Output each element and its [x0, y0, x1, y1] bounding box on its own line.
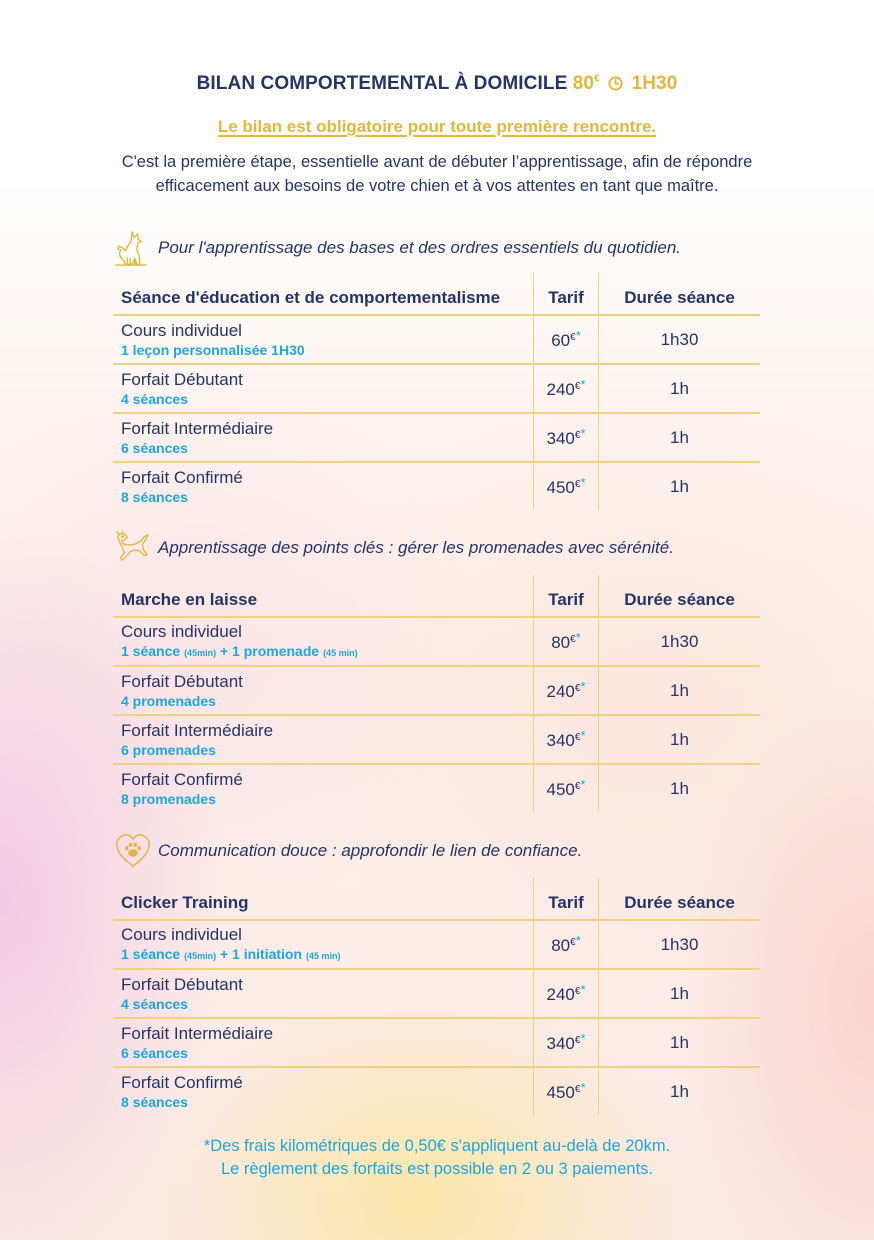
column-header-service: Séance d'éducation et de comportementalisme [113, 273, 534, 315]
row-detail-part: + 1 promenade [219, 642, 320, 659]
title-price-value: 80 [572, 73, 595, 94]
row-duration: 1h30 [660, 934, 699, 954]
row-duration: 1h [670, 476, 689, 496]
row-price [546, 426, 586, 448]
row-price-value: 240 [546, 985, 575, 1004]
table-row [113, 364, 760, 413]
table-row [113, 462, 760, 510]
mandatory-note [0, 117, 874, 137]
running-dog-icon [114, 529, 152, 567]
description [60, 150, 814, 198]
row-price [546, 1080, 586, 1102]
row-price-value: 340 [546, 429, 575, 448]
row-price [546, 1031, 586, 1053]
row-price-asterisk: * [580, 982, 586, 997]
row-detail: 4 séances [121, 390, 188, 407]
row-name: Cours individuel [121, 320, 242, 340]
row-price-currency: € [574, 986, 581, 997]
row-duration: 1h [670, 983, 689, 1003]
row-price [546, 377, 586, 399]
page-title [0, 73, 874, 95]
row-price [546, 982, 586, 1004]
column-header-tarif: Tarif [534, 273, 599, 315]
table-row [113, 1067, 760, 1115]
row-detail-part: + 1 initiation [219, 945, 303, 962]
row-price-asterisk: * [575, 328, 581, 343]
row-price [551, 328, 581, 350]
row-name: Forfait Confirmé [121, 1072, 243, 1092]
row-price [546, 679, 586, 701]
row-price-currency: € [574, 381, 581, 392]
section-1-intro [114, 228, 681, 268]
price-table-marche-en-laisse [113, 575, 760, 812]
row-price-asterisk: * [580, 777, 586, 792]
table-row [113, 617, 760, 666]
row-price-asterisk: * [580, 679, 586, 694]
row-price [546, 728, 586, 750]
row-duration: 1h30 [660, 631, 699, 651]
row-price [546, 475, 586, 497]
row-price-value: 450 [546, 780, 575, 799]
row-price-currency: € [574, 479, 581, 490]
row-name: Forfait Intermédiaire [121, 418, 274, 438]
footer-notes [0, 1135, 874, 1181]
row-detail [121, 642, 533, 662]
row-price-asterisk: * [580, 1031, 586, 1046]
table-row [113, 764, 760, 812]
row-price-value: 240 [546, 682, 575, 701]
row-detail: 1 leçon personnalisée 1H30 [121, 341, 305, 358]
row-detail: 8 promenades [121, 790, 216, 807]
section-2-intro [114, 528, 674, 568]
row-price-currency: € [570, 634, 576, 645]
footer-note-payment: Le règlement des forfaits est possible en 2 ou 3 paiements. [220, 1160, 653, 1178]
row-price-currency: € [570, 937, 576, 948]
row-detail-duration: (45min) [184, 950, 217, 961]
price-table-clicker-training [113, 878, 760, 1115]
row-price-asterisk: * [580, 475, 586, 490]
row-price-value: 240 [546, 380, 575, 399]
row-price-asterisk: * [575, 630, 581, 645]
table-header-row [113, 575, 760, 617]
row-price [551, 630, 581, 652]
row-detail-duration: (45min) [184, 647, 217, 658]
column-header-duree: Durée séance [599, 878, 761, 920]
row-price [546, 777, 586, 799]
row-price-asterisk: * [580, 426, 586, 441]
row-detail: 6 séances [121, 439, 188, 456]
description-line-1: C'est la première étape, essentielle avant de débuter l’apprentissage, afin de répondre [121, 153, 753, 171]
price-table-education [113, 273, 760, 510]
column-header-service: Marche en laisse [113, 575, 534, 617]
row-duration: 1h [670, 778, 689, 798]
row-duration: 1h [670, 378, 689, 398]
footer-note-mileage: *Des frais kilométriques de 0,50€ s'appliquent au-delà de 20km. [203, 1137, 671, 1155]
row-price-value: 60 [551, 331, 571, 350]
section-3-intro-text: Communication douce : approfondir le lien de confiance. [158, 841, 583, 860]
row-price-asterisk: * [575, 933, 581, 948]
table-row [113, 969, 760, 1018]
table-row [113, 1018, 760, 1067]
row-detail: 6 promenades [121, 741, 216, 758]
row-detail-duration: (45 min) [305, 950, 341, 961]
row-price-asterisk: * [580, 1080, 586, 1095]
row-price-currency: € [574, 781, 581, 792]
row-detail: 6 séances [121, 1044, 188, 1061]
row-detail-duration: (45 min) [323, 647, 358, 658]
row-name: Forfait Confirmé [121, 467, 243, 487]
row-name: Forfait Débutant [121, 974, 243, 994]
row-detail: 4 promenades [121, 692, 216, 709]
row-detail-part: 1 séance [121, 642, 181, 659]
row-price-currency: € [574, 732, 581, 743]
row-name: Forfait Débutant [121, 369, 243, 389]
section-2-intro-text: Apprentissage des points clés : gérer les promenades avec sérénité. [158, 538, 674, 557]
row-duration: 1h [670, 1081, 689, 1101]
row-price-value: 450 [546, 478, 575, 497]
row-detail [121, 945, 533, 965]
row-name: Forfait Intermédiaire [121, 1023, 274, 1043]
row-name: Forfait Intermédiaire [121, 720, 274, 740]
row-duration: 1h [670, 680, 689, 700]
table-row [113, 666, 760, 715]
row-detail: 8 séances [121, 1093, 188, 1110]
row-duration: 1h [670, 729, 689, 749]
column-header-service: Clicker Training [113, 878, 534, 920]
row-price-asterisk: * [580, 728, 586, 743]
row-detail-part: 1 séance [121, 945, 181, 962]
description-line-2: efficacement aux besoins de votre chien et à vos attentes en tant que maître. [155, 177, 719, 195]
section-3-intro [114, 831, 582, 871]
title-text: BILAN COMPORTEMENTAL À DOMICILE [196, 73, 568, 94]
column-header-tarif: Tarif [534, 878, 599, 920]
sitting-dog-icon [114, 229, 152, 267]
title-price-currency: € [594, 73, 600, 85]
column-header-duree: Durée séance [599, 273, 761, 315]
heart-paw-icon [114, 832, 152, 870]
row-price-value: 80 [551, 633, 571, 652]
row-detail: 8 séances [121, 488, 188, 505]
row-price-asterisk: * [580, 377, 586, 392]
table-header-row [113, 273, 760, 315]
clock-icon [608, 76, 623, 91]
mandatory-note-text: Le bilan est obligatoire pour toute première rencontre. [217, 117, 657, 136]
row-price-currency: € [574, 1084, 581, 1095]
table-row [113, 413, 760, 462]
table-row [113, 315, 760, 364]
table-row [113, 715, 760, 764]
row-name: Forfait Débutant [121, 671, 243, 691]
row-duration: 1h [670, 1032, 689, 1052]
row-price [551, 933, 581, 955]
row-name: Forfait Confirmé [121, 769, 243, 789]
row-price-value: 340 [546, 1034, 575, 1053]
title-duration: 1H30 [631, 73, 678, 94]
row-name: Cours individuel [121, 924, 242, 944]
row-duration: 1h30 [660, 329, 699, 349]
section-1-intro-text: Pour l'apprentissage des bases et des ordres essentiels du quotidien. [158, 238, 682, 257]
row-detail: 4 séances [121, 995, 188, 1012]
title-price [573, 73, 600, 94]
row-price-value: 450 [546, 1083, 575, 1102]
row-name: Cours individuel [121, 621, 242, 641]
table-row [113, 920, 760, 969]
row-price-currency: € [574, 683, 581, 694]
row-price-currency: € [574, 1035, 581, 1046]
column-header-duree: Durée séance [599, 575, 761, 617]
column-header-tarif: Tarif [534, 575, 599, 617]
table-header-row [113, 878, 760, 920]
row-price-value: 340 [546, 731, 575, 750]
row-price-value: 80 [551, 936, 571, 955]
row-duration: 1h [670, 427, 689, 447]
row-price-currency: € [574, 430, 581, 441]
row-price-currency: € [570, 332, 576, 343]
